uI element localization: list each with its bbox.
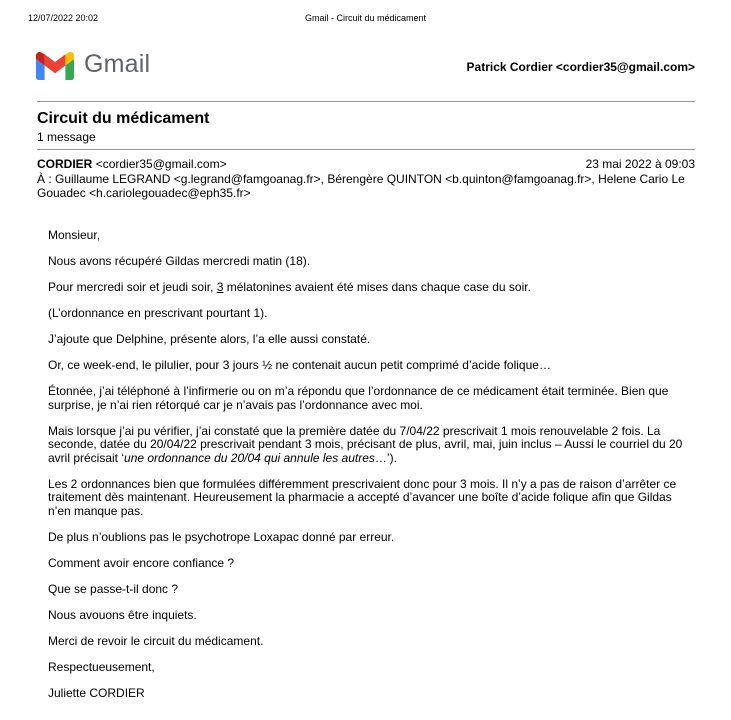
sender-email: <cordier35@gmail.com> — [95, 157, 227, 171]
sender — [37, 157, 227, 171]
body-text: Mais lorsque j’ai pu vérifier, j’ai constaté que la première datée du 7/04/22 prescrivait 1 mois renouvelable 2 fois. La seconde, datée du 20/04/22 prescrivait pendant 3 mois, précisant de plus, avril, mai, juin inclus – Aussi le courriel du 20 avril précisait ‘ — [48, 423, 683, 465]
body-paragraph: Les 2 ordonnances bien que formulées différemment prescrivaient donc pour 3 mois. Il n’y a pas de raison d’arrêter ce traitement dès maintenant. Heureusement la pharmacie a accepté d’avancer une boîte d’acide folique afin que Gildas n’en manque pas. — [48, 476, 677, 518]
body-paragraph: Étonnée, j’ai téléphoné à l’infirmerie ou on m’a répondu que l’ordonnance de ce médicament était terminée. Bien que surprise, je n’ai rien rétorqué car je n’avais pas l’ordonnance avec moi. — [48, 384, 669, 412]
body-paragraph — [48, 281, 688, 295]
body-paragraph: (L’ordonnance en prescrivant pourtant 1). — [48, 306, 268, 320]
recipients: À : Guillaume LEGRAND <g.legrand@famgoanag.fr>, Bérengère QUINTON <b.quinton@famgoanag.fr>, Helene Cario Le Gouadec <h.cariolegouadec@eph35.fr> — [37, 172, 685, 200]
body-paragraph: Nous avons récupéré Gildas mercredi matin (18). — [48, 254, 311, 268]
body-paragraph: J’ajoute que Delphine, présente alors, l’a elle aussi constaté. — [48, 332, 371, 346]
account-identity: Patrick Cordier <cordier35@gmail.com> — [466, 60, 695, 74]
gmail-m-icon — [36, 52, 74, 80]
gmail-wordmark: Gmail — [84, 50, 151, 78]
body-paragraph: Monsieur, — [48, 228, 101, 242]
message-date: 23 mai 2022 à 09:03 — [585, 157, 695, 171]
body-paragraph: Merci de revoir le circuit du médicament. — [48, 633, 264, 648]
header-divider — [37, 101, 695, 102]
body-paragraph: De plus n’oublions pas le psychotrope Loxapac donné par erreur. — [48, 529, 395, 544]
body-paragraph: Que se passe-t-il donc ? — [48, 581, 179, 596]
thread-divider — [37, 149, 695, 150]
body-paragraph: Respectueusement, — [48, 659, 155, 674]
thread-subject: Circuit du médicament — [37, 110, 210, 127]
body-paragraph: Nous avouons être inquiets. — [48, 607, 197, 622]
sender-name: CORDIER — [37, 157, 93, 171]
print-datetime: 12/07/2022 20:02 — [28, 13, 99, 23]
signature: Juliette CORDIER — [48, 685, 145, 700]
print-page-title: Gmail - Circuit du médicament — [304, 13, 427, 23]
italic-quote: une ordonnance du 20/04 qui annule les autres — [124, 450, 375, 465]
message-count: 1 message — [37, 130, 96, 144]
body-paragraph: Comment avoir encore confiance ? — [48, 555, 235, 570]
body-paragraph: Or, ce week-end, le pilulier, pour 3 jours ½ ne contenait aucun petit comprimé d’acide folique… — [48, 358, 551, 372]
underlined-number: 3 — [216, 280, 224, 294]
body-text: …’). — [374, 450, 397, 465]
body-text: mélatonines avaient été mises dans chaque case du soir. — [223, 280, 531, 294]
body-text: Pour mercredi soir et jeudi soir, — [48, 280, 217, 294]
message-body — [48, 229, 688, 713]
body-paragraph — [48, 425, 688, 466]
